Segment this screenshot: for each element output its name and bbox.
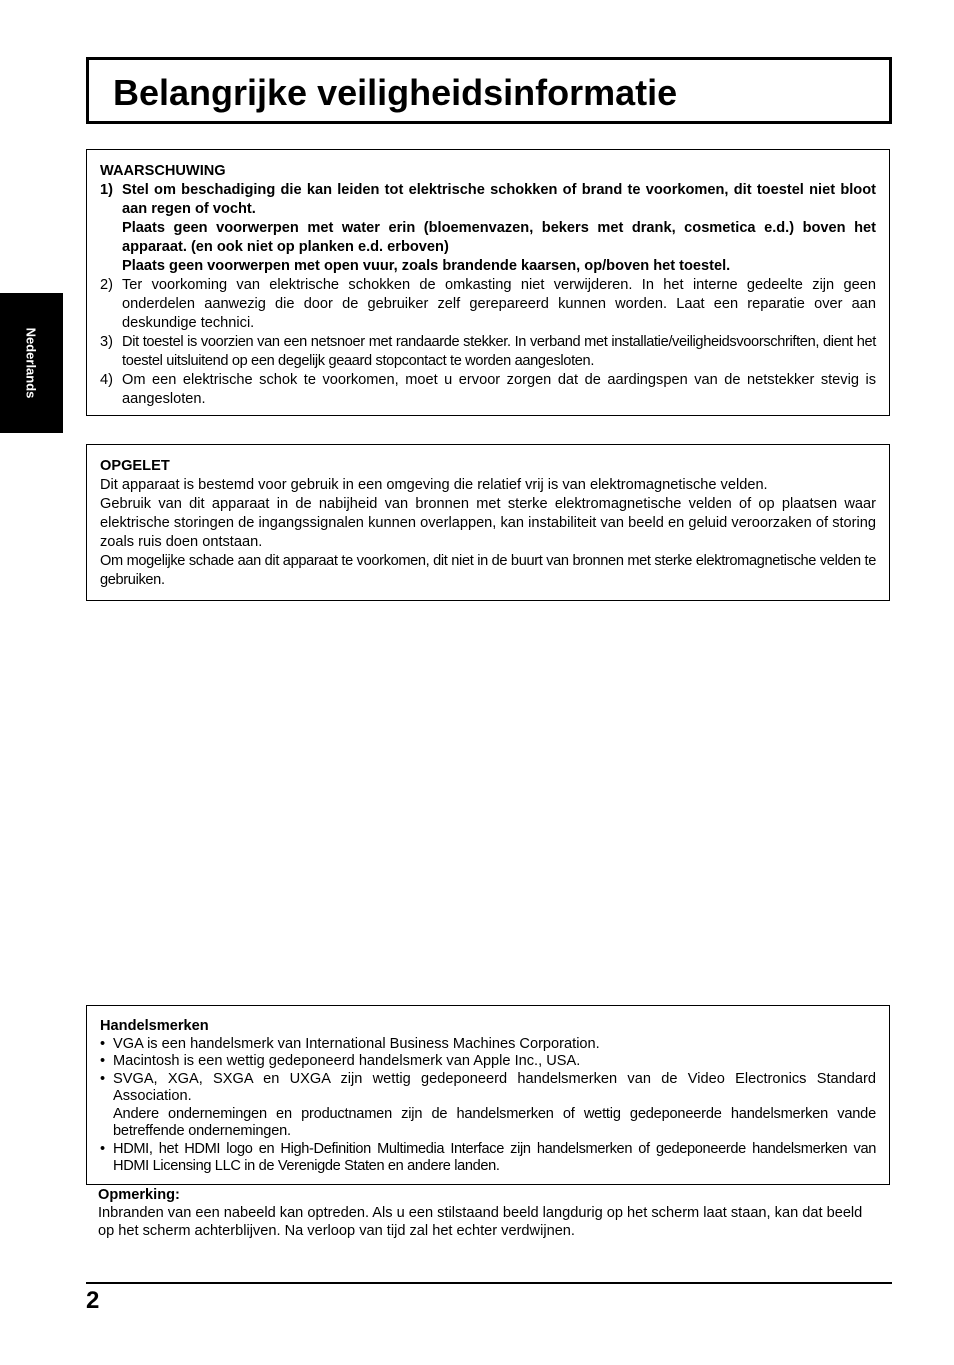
trademark-text: HDMI, het HDMI logo en High-Definition Multimedia Interface zijn handelsmerken of gedeponeerde handelsmerken van HDMI Licensing LLC in de Verenigde Staten en andere landen. xyxy=(113,1140,876,1174)
language-label: Nederlands xyxy=(23,327,39,399)
bullet: • xyxy=(100,1053,106,1069)
trademark-item xyxy=(100,1053,876,1071)
bullet: • xyxy=(100,1070,106,1087)
language-side-tab xyxy=(0,293,63,433)
warning-item-4-text: Om een elektrische schok te voorkomen, moet u ervoor zorgen dat de aardingspen van de netstekker stevig is aangesloten. xyxy=(122,372,876,407)
warning-box xyxy=(86,149,890,416)
caution-paragraph-2: Gebruik van dit apparaat in de nabijheid van bronnen met sterke elektromagnetische velden of op plaatsen waar elektrische storingen de ingangssignalen kunnen overlappen, kan instabiliteit van beeld en geluid veroorzaken of storing zoals ruis doen ontstaan. xyxy=(100,496,876,550)
note-section xyxy=(98,1186,880,1240)
item-number: 1) xyxy=(100,182,113,198)
page-title: Belangrijke veiligheidsinformatie xyxy=(113,72,678,113)
trademarks-heading: Handelsmerken xyxy=(100,1018,209,1034)
trademark-text: Macintosh is een wettig gedeponeerd handelsmerk van Apple Inc., USA. xyxy=(113,1053,581,1069)
warning-item-3 xyxy=(100,333,876,371)
trademark-text: VGA is een handelsmerk van International Business Machines Corporation. xyxy=(113,1035,600,1052)
warning-item-4 xyxy=(100,371,876,409)
warning-item-1-line-3: Plaats geen voorwerpen met open vuur, zoals brandende kaarsen, op/boven het toestel. xyxy=(122,258,731,274)
warning-item-1 xyxy=(100,181,876,276)
item-number: 4) xyxy=(100,372,113,388)
warning-item-3-text: Dit toestel is voorzien van een netsnoer met randaarde stekker. In verband met installatie/veiligheidsvoorschriften, dient het toestel uitsluitend op een degelijk geaard stopcontact te worden aangesloten. xyxy=(122,334,876,369)
warning-item-1-line-1: Stel om beschadiging die kan leiden tot elektrische schokken of brand te voorkomen, dit toestel niet bloot aan regen of vocht. xyxy=(122,182,876,217)
bullet: • xyxy=(100,1140,106,1157)
note-heading: Opmerking: xyxy=(98,1187,180,1203)
caution-paragraph-1: Dit apparaat is bestemd voor gebruik in een omgeving die relatief vrij is van elektromagnetische velden. xyxy=(100,477,768,493)
trademarks-box xyxy=(86,1005,890,1185)
item-number: 2) xyxy=(100,277,113,293)
note-text: Inbranden van een nabeeld kan optreden. Als u een stilstaand beeld langdurig op het scherm laat staan, kan dat beeld op het scherm achterblijven. Na verloop van tijd zal het echter verdwijnen. xyxy=(98,1205,863,1239)
caution-paragraph-3: Om mogelijke schade aan dit apparaat te voorkomen, dit niet in de buurt van bronnen met sterke elektromagnetische velden te gebruiken. xyxy=(100,553,876,588)
bullet: • xyxy=(100,1035,106,1052)
caution-box xyxy=(86,444,890,601)
warning-item-2-text: Ter voorkoming van elektrische schokken de omkasting niet verwijderen. In het interne gedeelte zijn geen onderdelen aanwezig die door de gebruiker zelf gerepareerd kunnen worden. Laat een reparatie over aan deskundige technici. xyxy=(122,277,876,331)
warning-item-1-line-2: Plaats geen voorwerpen met water erin (bloemenvazen, bekers met drank, cosmetica e.d.) boven het apparaat. (en ook niet op planken e.d. erboven) xyxy=(122,220,876,255)
item-number: 3) xyxy=(100,334,113,350)
page-number: 2 xyxy=(86,1287,100,1314)
title-box xyxy=(86,57,892,124)
trademark-text: SVGA, XGA, SXGA en UXGA zijn wettig gedeponeerd handelsmerken van de Video Electronics Standard Association. xyxy=(113,1070,876,1104)
warning-heading: WAARSCHUWING xyxy=(100,163,226,179)
trademark-text: Andere ondernemingen en productnamen zijn de handelsmerken of wettig gedeponeerde handelsmerken vande betreffende ondernemingen. xyxy=(113,1105,876,1139)
footer-rule xyxy=(86,1282,892,1284)
warning-item-2 xyxy=(100,276,876,333)
caution-heading: OPGELET xyxy=(100,458,170,474)
trademark-item xyxy=(100,1071,876,1141)
trademark-item xyxy=(100,1036,876,1054)
trademark-item xyxy=(100,1141,876,1176)
